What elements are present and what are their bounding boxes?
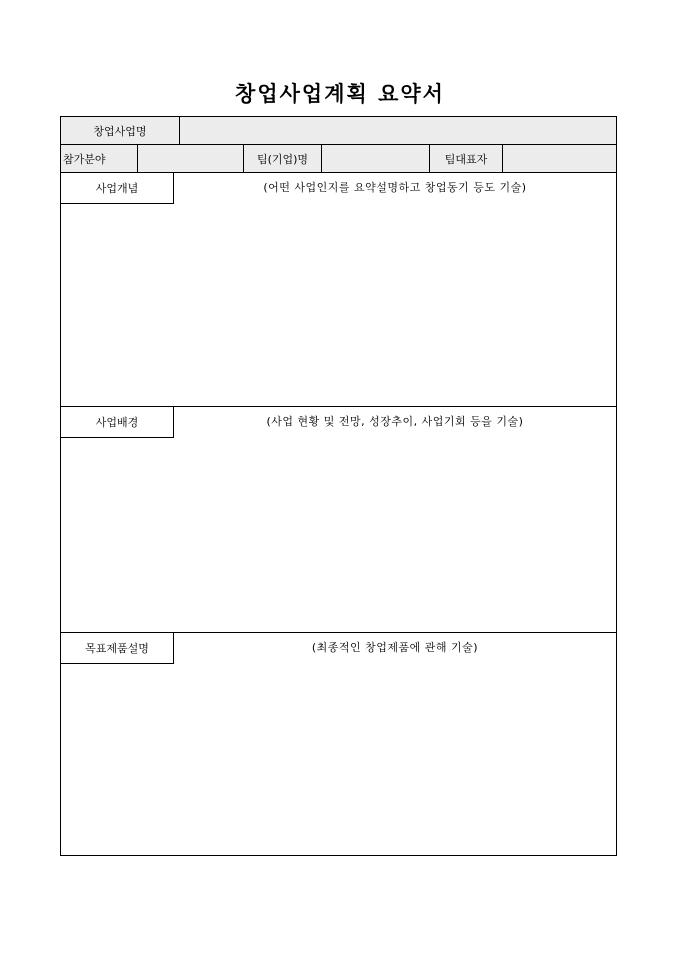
document-title: 창업사업계획 요약서 (235, 81, 445, 106)
section-hint: (최종적인 창업제품에 관해 기술) (311, 641, 479, 654)
business-name-label: 창업사업명 (61, 117, 180, 144)
section-content[interactable] (61, 438, 616, 632)
section-target-product (61, 633, 616, 855)
summary-form (60, 116, 617, 856)
section-hint: (사업 현황 및 전망, 성장추이, 사업기회 등을 기술) (266, 415, 524, 428)
field-label: 참가분야 (61, 145, 138, 172)
section-label: 사업개념 (61, 173, 174, 204)
section-label: 목표제품설명 (61, 633, 174, 664)
team-value[interactable] (322, 145, 430, 172)
info-row (61, 145, 616, 173)
section-content[interactable] (61, 664, 616, 855)
leader-value[interactable] (503, 145, 616, 172)
business-name-row (61, 117, 616, 145)
section-label: 사업배경 (61, 407, 174, 438)
section-content[interactable] (61, 204, 616, 406)
section-business-concept (61, 173, 616, 407)
leader-label: 팀대표자 (430, 145, 503, 172)
team-label: 팀(기업)명 (244, 145, 322, 172)
section-business-background (61, 407, 616, 633)
business-name-field[interactable] (180, 117, 616, 144)
section-hint: (어떤 사업인지를 요약설명하고 창업동기 등도 기술) (263, 181, 527, 194)
field-value[interactable] (138, 145, 244, 172)
